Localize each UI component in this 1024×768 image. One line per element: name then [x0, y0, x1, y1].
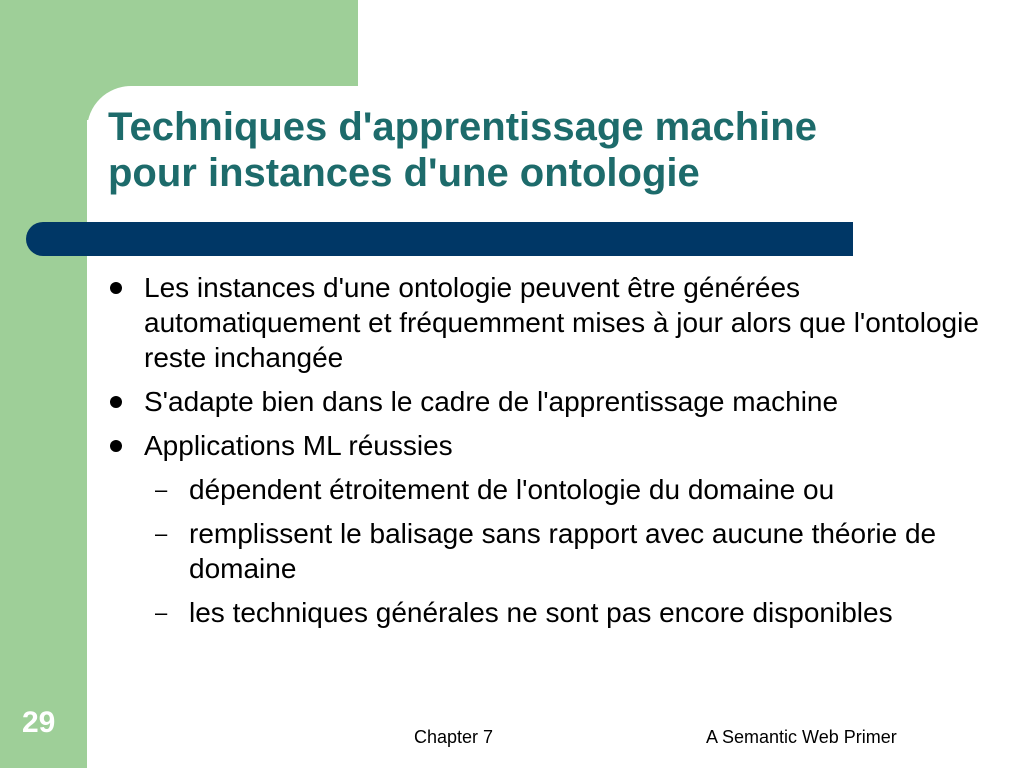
- bullet-item: [100, 384, 1010, 419]
- bullet-dot-icon: [110, 440, 122, 452]
- sub-bullet-dash-icon: –: [155, 477, 168, 502]
- slide-title-line-2: pour instances d'une ontologie: [108, 151, 700, 195]
- footer-book-title: A Semantic Web Primer: [706, 727, 897, 747]
- bullet-list: [100, 270, 1010, 639]
- sub-bullet-item: [100, 516, 1010, 586]
- bullet-text: Applications ML réussies: [144, 430, 453, 461]
- bullet-dot-icon: [110, 396, 122, 408]
- sub-bullet-dash-icon: –: [155, 521, 168, 546]
- sub-bullet-text: les techniques générales ne sont pas encore disponibles: [189, 597, 893, 628]
- sub-bullet-text: remplissent le balisage sans rapport avec aucune théorie de domaine: [189, 518, 937, 584]
- footer-chapter: Chapter 7: [414, 727, 494, 747]
- slide-title-line-1: Techniques d'apprentissage machine: [108, 105, 817, 149]
- title-underline-bar: [26, 222, 853, 256]
- bullet-item: [100, 428, 1010, 463]
- sub-bullet-dash-icon: –: [155, 600, 168, 625]
- sub-bullet-item: [100, 472, 1010, 507]
- bullet-dot-icon: [110, 282, 122, 294]
- bullet-text: Les instances d'une ontologie peuvent être générées automatiquement et fréquemment mises à jour alors que l'ontologie reste inchangée: [144, 272, 979, 373]
- sub-bullet-text: dépendent étroitement de l'ontologie du domaine ou: [189, 474, 835, 505]
- sub-bullet-item: [100, 595, 1010, 630]
- page-number: 29: [22, 706, 56, 739]
- slide-title: [108, 104, 1008, 196]
- green-band-left: [0, 0, 87, 768]
- bullet-item: [100, 270, 1010, 375]
- bullet-text: S'adapte bien dans le cadre de l'apprentissage machine: [144, 386, 839, 417]
